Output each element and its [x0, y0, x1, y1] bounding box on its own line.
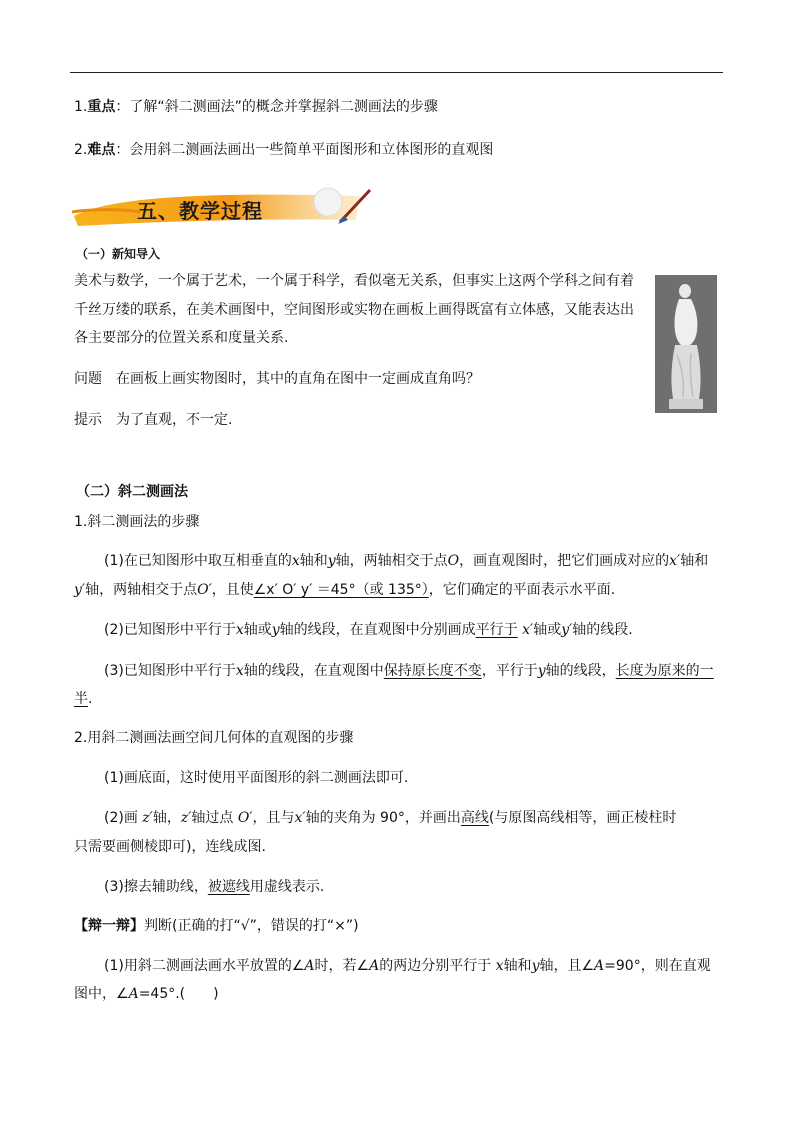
step3-line1: (3)已知图形中平行于x轴的线段，在直观图中保持原长度不变，平行于y轴的线段，长度为原来的一 — [104, 663, 714, 679]
method-sub2: 2.用斜二测画法画空间几何体的直观图的步骤 — [74, 730, 354, 746]
exercise-label: 【辩一辩】 — [74, 918, 144, 934]
difficulty-line: 2.难点：会用斜二测画法画出一些简单平面图形和立体图形的直观图 — [74, 142, 494, 158]
step2-line: (2)已知图形中平行于x轴或y轴的线段，在直观图中分别画成平行于 x′轴或y′轴的线段. — [104, 622, 633, 638]
focus-line: 1.重点：了解“斜二测画法”的概念并掌握斜二测画法的步骤 — [74, 99, 438, 115]
intro-heading: （一）新知导入 — [76, 247, 161, 261]
section-title: 五、教学过程 — [137, 199, 263, 223]
exercise-q1-line1: (1)用斜二测画法画水平放置的∠A时，若∠A的两边分别平行于 x轴和y轴，且∠A=90°，则在直观 — [104, 958, 711, 974]
header-rule — [70, 72, 723, 73]
s2-step3: (3)擦去辅助线，被遮线用虚线表示. — [104, 879, 325, 895]
exercise-q1-line2: 图中，∠A=45°.( ) — [74, 986, 219, 1002]
intro-para-line-2: 千丝万缕的联系，在美术画图中，空间图形或实物在画板上画得既富有立体感，又能表达出 — [74, 302, 634, 318]
intro-para-line-3: 各主要部分的位置关系和度量关系. — [74, 330, 289, 346]
difficulty-label: 难点 — [87, 142, 116, 158]
step1-line2: y′轴，两轴相交于点O′，且使∠x′ O′ y′ ＝45°（或 135°），它们确定的平面表示水平面. — [74, 582, 616, 598]
s2-step2-line1: (2)画 z′轴，z′轴过点 O′，且与x′轴的夹角为 90°，并画出高线(与原图高线相等，画正棱柱时 — [104, 810, 677, 826]
intro-para-line-1: 美术与数学，一个属于艺术，一个属于科学，看似毫无关系，但事实上这两个学科之间有着 — [74, 273, 634, 289]
s2-step1: (1)画底面，这时使用平面图形的斜二测画法即可. — [104, 770, 409, 786]
method-heading: （二）斜二测画法 — [76, 484, 188, 500]
method-sub1: 1.斜二测画法的步骤 — [74, 514, 200, 530]
intro-question: 问题 在画板上画实物图时，其中的直角在图中一定画成直角吗？ — [74, 371, 480, 387]
intro-hint: 提示 为了直观，不一定. — [74, 412, 233, 428]
step1-line1: (1)在已知图形中取互相垂直的x轴和y轴，两轴相交于点O，画直观图时，把它们画成对应的x′轴和 — [104, 553, 709, 569]
venus-statue-image — [655, 275, 717, 413]
step3-line2: 半. — [74, 691, 93, 707]
exercise-intro: 【辩一辩】判断(正确的打“√”，错误的打“×”) — [74, 918, 359, 934]
s2-step2-line2: 只需要画侧棱即可)，连线成图. — [74, 839, 266, 855]
focus-label: 重点 — [87, 99, 116, 115]
